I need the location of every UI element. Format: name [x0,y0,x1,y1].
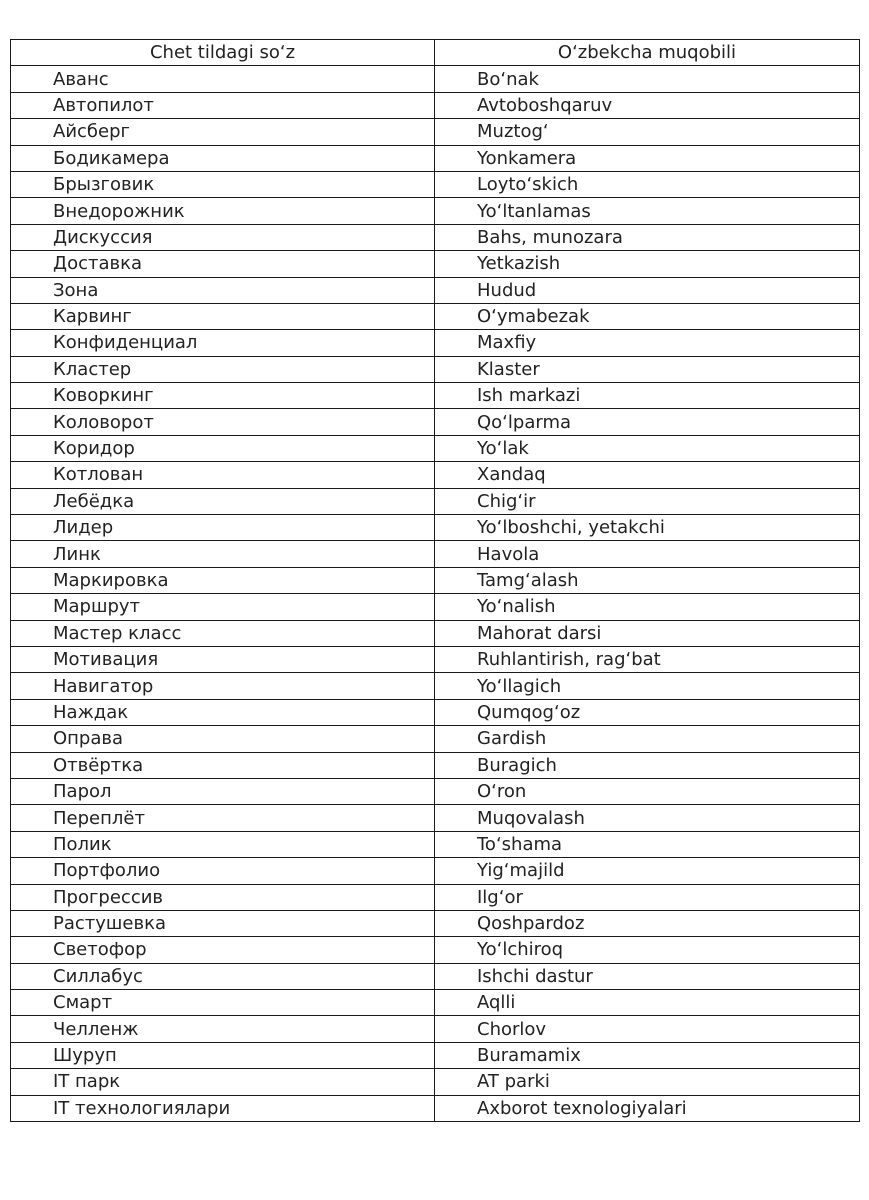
uzbek-word-cell: Chorlov [435,1016,860,1042]
foreign-word-cell: Брызговик [11,171,435,197]
foreign-word-cell: IT парк [11,1069,435,1095]
table-row [11,251,860,277]
foreign-word-cell: Смарт [11,990,435,1016]
uzbek-word-cell: Qumqog‘oz [435,699,860,725]
table-row [11,1069,860,1095]
foreign-word-cell: Карвинг [11,303,435,329]
table-row [11,409,860,435]
table-row [11,726,860,752]
uzbek-word-cell: Klaster [435,356,860,382]
foreign-word-cell: Парол [11,778,435,804]
foreign-word-cell: Лидер [11,515,435,541]
header-foreign-word: Chet tildagi so‘z [11,40,435,66]
foreign-word-cell: Внедорожник [11,198,435,224]
uzbek-word-cell: O‘ymabezak [435,303,860,329]
header-row [11,40,860,66]
uzbek-word-cell: Yetkazish [435,251,860,277]
table-row [11,646,860,672]
table-row [11,488,860,514]
foreign-word-cell: Кластер [11,356,435,382]
foreign-word-cell: Силлабус [11,963,435,989]
table-row [11,171,860,197]
table-row [11,937,860,963]
foreign-word-cell: Доставка [11,251,435,277]
uzbek-word-cell: Muztog‘ [435,119,860,145]
foreign-word-cell: Конфиденциал [11,330,435,356]
table-row [11,884,860,910]
uzbek-word-cell: Havola [435,541,860,567]
table-row [11,1016,860,1042]
uzbek-word-cell: Ish markazi [435,383,860,409]
foreign-word-cell: Аванс [11,66,435,92]
uzbek-word-cell: Xandaq [435,462,860,488]
uzbek-word-cell: Yig‘majild [435,858,860,884]
foreign-word-cell: Коворкинг [11,383,435,409]
uzbek-word-cell: Aqlli [435,990,860,1016]
foreign-word-cell: Котлован [11,462,435,488]
uzbek-word-cell: Bo‘nak [435,66,860,92]
uzbek-word-cell: Qoshpardoz [435,910,860,936]
table-row [11,1042,860,1068]
foreign-word-cell: Мотивация [11,646,435,672]
foreign-word-cell: Бодикамера [11,145,435,171]
table-row [11,435,860,461]
table-row [11,541,860,567]
uzbek-word-cell: Yo‘lboshchi, yetakchi [435,515,860,541]
table-row [11,145,860,171]
table-row [11,567,860,593]
table-row [11,1095,860,1121]
foreign-word-cell: Переплёт [11,805,435,831]
uzbek-word-cell: Ishchi dastur [435,963,860,989]
uzbek-word-cell: Mahorat darsi [435,620,860,646]
uzbek-word-cell: Avtoboshqaruv [435,92,860,118]
table-row [11,858,860,884]
table-row [11,356,860,382]
table-row [11,277,860,303]
foreign-word-cell: Растушевка [11,910,435,936]
uzbek-word-cell: Hudud [435,277,860,303]
table-row [11,990,860,1016]
foreign-word-cell: Прогрессив [11,884,435,910]
foreign-word-cell: Навигатор [11,673,435,699]
uzbek-word-cell: Axborot texnologiyalari [435,1095,860,1121]
uzbek-word-cell: Chig‘ir [435,488,860,514]
table-row [11,752,860,778]
uzbek-word-cell: Bahs, munozara [435,224,860,250]
uzbek-word-cell: Loyto‘skich [435,171,860,197]
foreign-word-cell: Шуруп [11,1042,435,1068]
table-row [11,330,860,356]
uzbek-word-cell: Yo‘llagich [435,673,860,699]
table-row [11,92,860,118]
foreign-word-cell: Мастер класс [11,620,435,646]
table-row [11,673,860,699]
foreign-word-cell: Айсберг [11,119,435,145]
foreign-word-cell: Дискуссия [11,224,435,250]
table-row [11,383,860,409]
header-uzbek-equivalent: O‘zbekcha muqobili [435,40,860,66]
table-row [11,515,860,541]
foreign-word-cell: Отвёртка [11,752,435,778]
table-row [11,198,860,224]
uzbek-word-cell: Yo‘ltanlamas [435,198,860,224]
foreign-word-cell: Автопилот [11,92,435,118]
foreign-word-cell: Линк [11,541,435,567]
foreign-word-cell: Лебёдка [11,488,435,514]
foreign-word-cell: Маршрут [11,594,435,620]
uzbek-word-cell: Yo‘lak [435,435,860,461]
foreign-word-cell: Коридор [11,435,435,461]
foreign-word-cell: IT технологиялари [11,1095,435,1121]
uzbek-word-cell: Maxfiy [435,330,860,356]
foreign-word-cell: Светофор [11,937,435,963]
table-row [11,119,860,145]
uzbek-word-cell: O‘ron [435,778,860,804]
uzbek-word-cell: Yonkamera [435,145,860,171]
uzbek-word-cell: Ilg‘or [435,884,860,910]
glossary-table [10,39,860,1122]
table-row [11,910,860,936]
foreign-word-cell: Полик [11,831,435,857]
table-body [11,66,860,1122]
uzbek-word-cell: Tamg‘alash [435,567,860,593]
table-row [11,620,860,646]
uzbek-word-cell: Qo‘lparma [435,409,860,435]
uzbek-word-cell: Yo‘nalish [435,594,860,620]
foreign-word-cell: Коловорот [11,409,435,435]
uzbek-word-cell: Gardish [435,726,860,752]
foreign-word-cell: Наждак [11,699,435,725]
table-row [11,963,860,989]
uzbek-word-cell: Ruhlantirish, rag‘bat [435,646,860,672]
table-row [11,224,860,250]
table-row [11,66,860,92]
table-row [11,805,860,831]
foreign-word-cell: Маркировка [11,567,435,593]
foreign-word-cell: Челленж [11,1016,435,1042]
table-row [11,594,860,620]
table-row [11,778,860,804]
foreign-word-cell: Портфолио [11,858,435,884]
table-row [11,303,860,329]
table-row [11,462,860,488]
table-row [11,831,860,857]
uzbek-word-cell: Yo‘lchiroq [435,937,860,963]
uzbek-word-cell: To‘shama [435,831,860,857]
table-row [11,699,860,725]
uzbek-word-cell: Buragich [435,752,860,778]
uzbek-word-cell: AT parki [435,1069,860,1095]
uzbek-word-cell: Muqovalash [435,805,860,831]
uzbek-word-cell: Buramamix [435,1042,860,1068]
foreign-word-cell: Зона [11,277,435,303]
foreign-word-cell: Оправа [11,726,435,752]
